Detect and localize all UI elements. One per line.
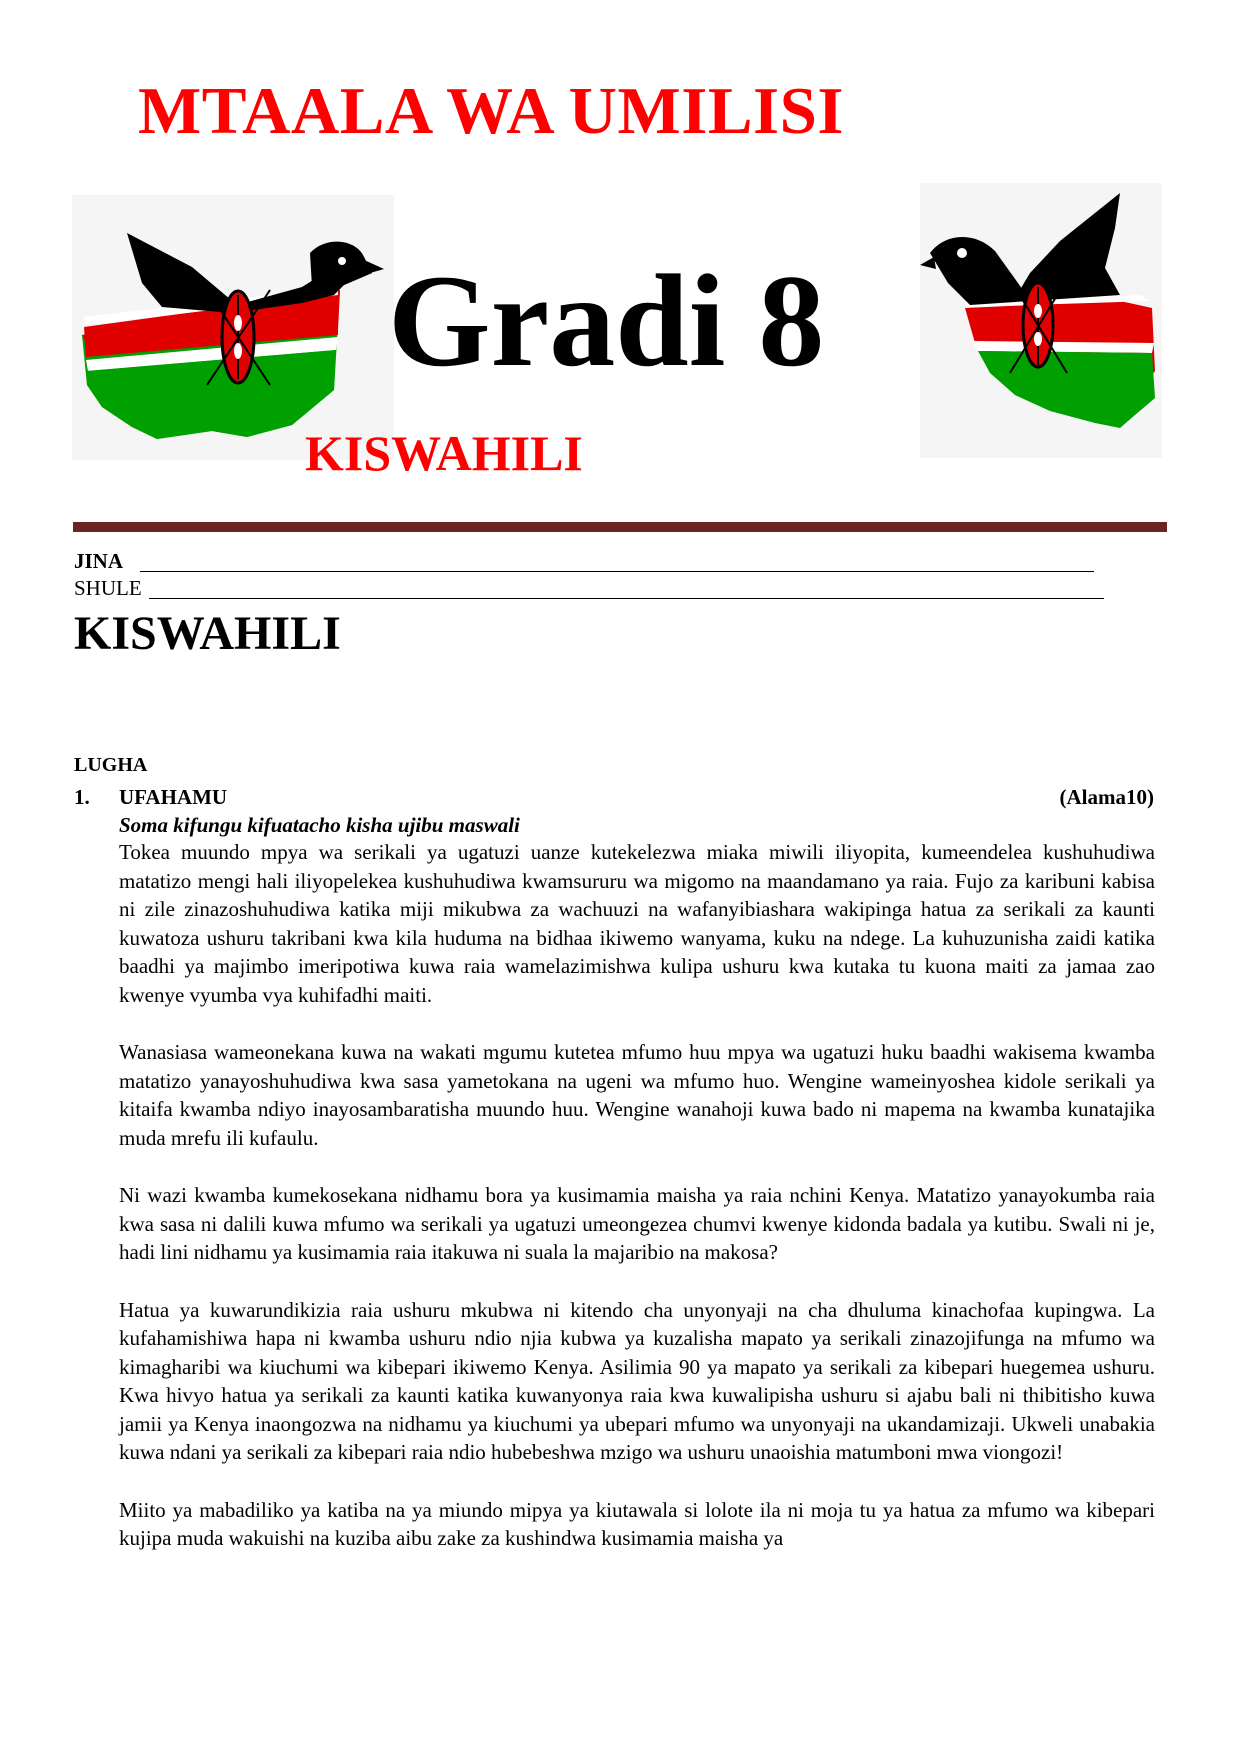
grade-title: Gradi 8: [388, 247, 825, 394]
question-title: UFAHAMU: [119, 785, 228, 809]
passage-paragraph: Hatua ya kuwarundikizia raia ushuru mkubwa ni kitendo cha unyonyaji na cha dhuluma kinachofaa kupingwa. La kufahamishiwa hapa ni kwamba ushuru ndio njia kubwa ya kuzalisha mapato ya serikali zinazojifunga na mfumo wa kimagharibi wa kiuchumi wa kibepari ikiwemo Kenya. Asilimia 90 ya mapato ya serikali za kibepari huegemea ushuru. Kwa hivyo hatua ya serikali za kaunti katika kuwanyonya raia kwa kuwalipisha ushuru si ajabu bali ni thibitisho kuwa jamii ya Kenya inaongozwa na nidhamu ya kiuchumi ya ubepari mfumo wa unyonyaji na ukandamizaji. Ukweli unabakia kuwa ndani ya serikali za kibepari raia ndio hubebeshwa mzigo wa ushuru unaoishia matumboni mwa viongozi!: [119, 1297, 1155, 1465]
school-label: SHULE: [74, 576, 142, 600]
subject-heading: KISWAHILI: [74, 607, 341, 660]
question-marks: (Alama10): [1059, 785, 1154, 809]
main-title: MTAALA WA UMILISI: [138, 74, 844, 148]
kenya-dove-logo-right: [920, 183, 1162, 458]
kenya-dove-icon: [72, 195, 394, 460]
name-field[interactable]: [74, 551, 1094, 572]
school-field[interactable]: [74, 578, 1104, 599]
passage-paragraph: Tokea muundo mpya wa serikali ya ugatuzi uanze kutekelezwa miaka miwili iliyopita, kumeendelea kushuhudiwa matatizo mengi hali iliyopelekea kushuhudiwa kwamsururu wa migomo na maandamano ya raia. Fujo za karibuni kabisa ni zile zinazoshuhudiwa katika miji mikubwa za wachuuzi na wafanyibiashara wakipinga hatua za serikali za kaunti kuwatoza ushuru takribani kwa kila huduma na bidhaa ikiwemo wanyama, kuku na ndege. La kuhuzunisha zaidi katika baadhi ya majimbo imeripotiwa kuwa raia wamelazimishwa kulipa ushuru kwa kutaka tu kuona maiti za jamaa zao kwenye vyumba vya kuhifadhi maiti.: [119, 840, 1155, 1007]
comprehension-passage: [119, 838, 1155, 1581]
kenya-dove-icon: [920, 183, 1162, 458]
instruction: Soma kifungu kifuatacho kisha ujibu maswali: [119, 813, 520, 837]
passage-paragraph: Ni wazi kwamba kumekosekana nidhamu bora ya kusimamia maisha ya raia nchini Kenya. Matatizo yanayokumba raia kwa sasa ni dalili kuwa mfumo wa serikali ya ugatuzi umeongezea chumvi kwenye kidonda badala ya kutibu. Swali ni je, hadi lini nidhamu ya kusimamia raia itakuwa ni suala la majaribio na makosa?: [119, 1183, 1155, 1265]
name-label: JINA: [74, 549, 124, 573]
question-number: 1.: [74, 785, 90, 809]
name-input-line[interactable]: [140, 571, 1094, 572]
section-label: LUGHA: [74, 754, 148, 776]
passage-paragraph: Wanasiasa wameonekana kuwa na wakati mgumu kutetea mfumo huu mpya wa ugatuzi huku baadhi wakisema kwamba matatizo yanayoshuhudiwa kwa sasa yametokana na ugeni wa mfumo huo. Wengine wameinyoshea kidole serikali ya kitaifa kwamba ndiyo inayosambaratisha muundo huu. Wengine wanahoji kuwa bado ni mapema na kwamba kunatajika muda mrefu ili kufaulu.: [119, 1040, 1155, 1150]
school-input-line[interactable]: [149, 598, 1104, 599]
divider: [73, 522, 1167, 532]
passage-paragraph: Miito ya mabadiliko ya katiba na ya miundo mipya ya kiutawala si lolote ila ni moja tu ya hatua za mfumo wa kibepari kujipa muda wakuishi na kuziba aibu zake za kushindwa kusimamia maisha ya: [119, 1497, 1155, 1551]
kenya-dove-logo-left: [72, 195, 394, 460]
subject-title: KISWAHILI: [305, 425, 583, 481]
